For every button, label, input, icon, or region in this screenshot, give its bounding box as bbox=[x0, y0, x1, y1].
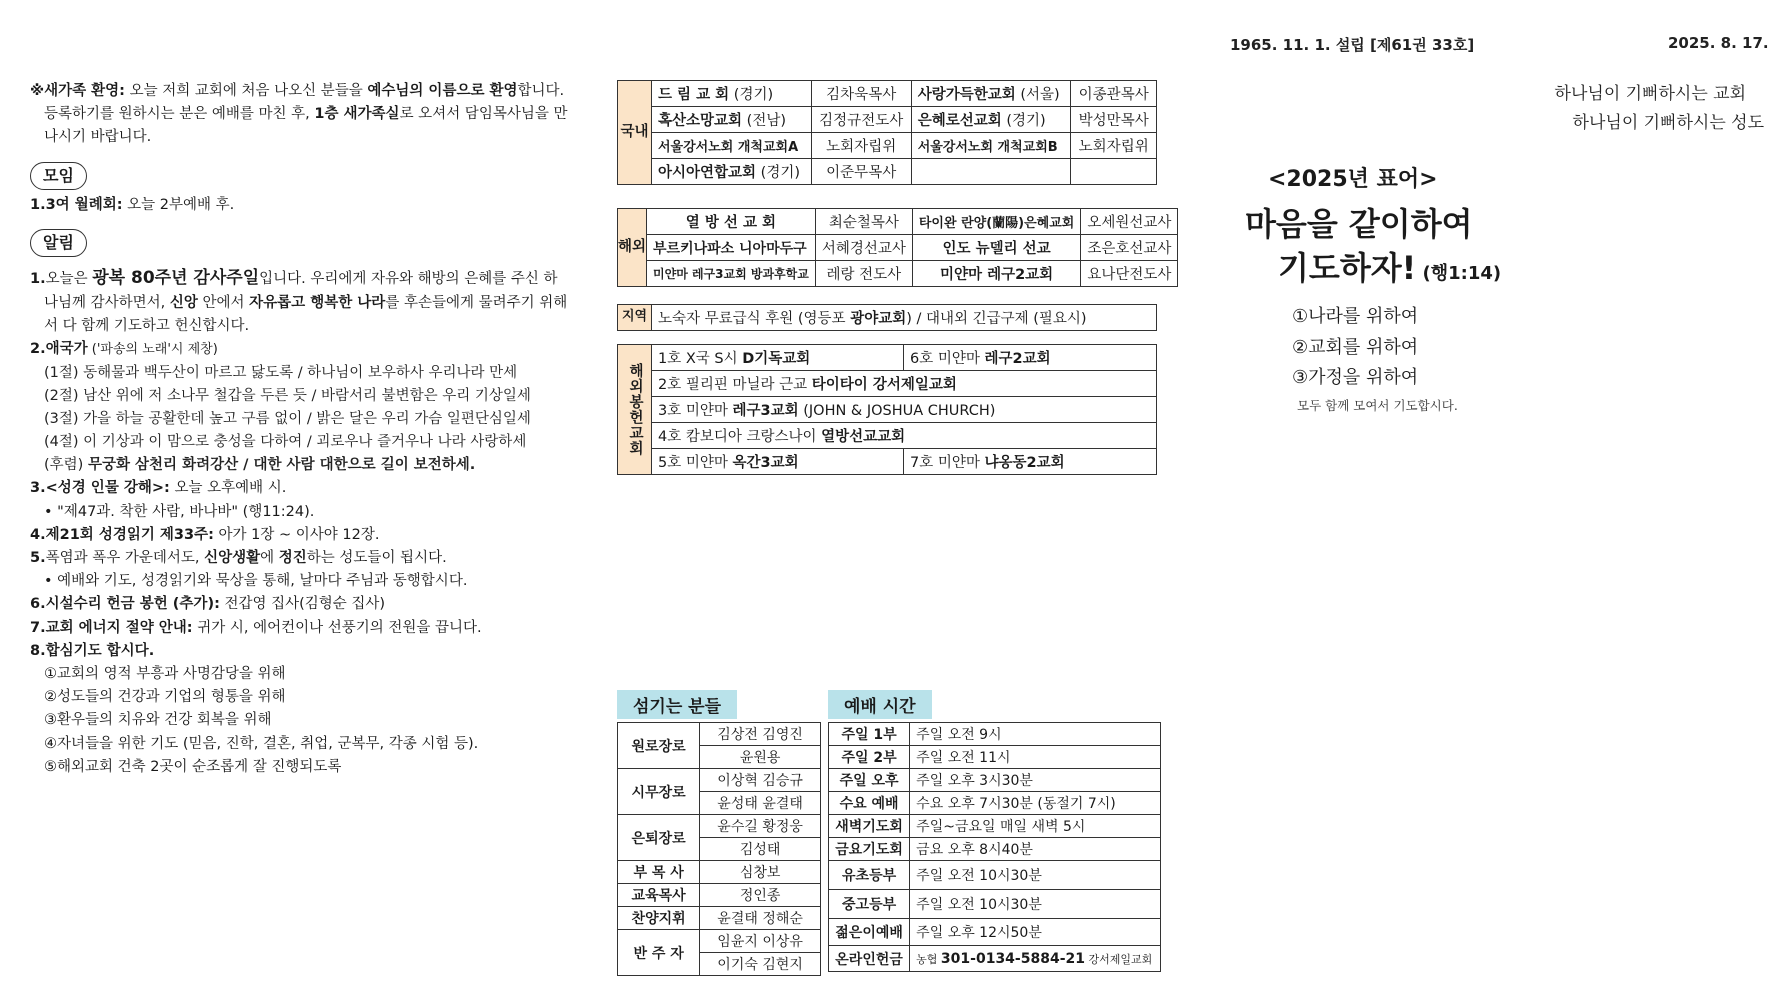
notice-8: 8.합심기도 합시다. bbox=[30, 642, 155, 659]
overseas-missions-table bbox=[617, 208, 1178, 287]
goal-item: ②교회를 위하여 bbox=[1292, 336, 1419, 358]
motto-note: 모두 함께 모여서 기도합시다. bbox=[1297, 398, 1458, 413]
anthem-verse: (3절) 가을 하늘 공활한데 높고 구름 없이 / 밝은 달은 우리 가슴 일편단심일세 bbox=[44, 410, 531, 427]
motto-line-2: 기도하자! (행1:14) bbox=[1278, 249, 1502, 287]
overseas-label: 해외 bbox=[618, 209, 647, 287]
notice-7: 7.교회 에너지 절약 안내: 귀가 시, 에어컨이나 선풍기의 전원을 끕니다. bbox=[30, 619, 482, 636]
notice-5: 5.폭염과 폭우 가운데서도, 신앙생활에 정진하는 성도들이 됩시다. bbox=[30, 550, 447, 566]
server-role: 은퇴장로 bbox=[618, 815, 700, 861]
service-time: 주일 오후 3시30분 bbox=[910, 769, 1161, 792]
mission-pastor: 요나단전도사 bbox=[1081, 261, 1178, 287]
mission-pastor: 이준무목사 bbox=[811, 159, 911, 185]
service-name: 유초등부 bbox=[829, 861, 910, 890]
dedicated-church: 6호 미얀마 레구2교회 bbox=[904, 345, 1157, 371]
server-names: 윤원용 bbox=[700, 746, 821, 769]
mission-pastor bbox=[1071, 159, 1157, 185]
service-name: 수요 예배 bbox=[829, 792, 910, 815]
mission-pastor: 김차욱목사 bbox=[811, 81, 911, 107]
prayer-item: ①교회의 영적 부흥과 사명감당을 위해 bbox=[44, 665, 286, 682]
server-names: 김상전 김영진 bbox=[700, 723, 821, 746]
server-role: 부 목 사 bbox=[618, 861, 700, 884]
mission-cell: 인도 뉴델리 선교 bbox=[912, 235, 1080, 261]
meeting-heading: 모임 bbox=[30, 162, 87, 190]
mission-cell: 서울강서노회 개척교회A bbox=[652, 133, 812, 159]
service-name: 주일 2부 bbox=[829, 746, 910, 769]
service-time: 주일 오전 9시 bbox=[910, 723, 1161, 746]
service-time: 주일 오전 10시30분 bbox=[910, 890, 1161, 919]
welcome-label: ※새가족 환영: bbox=[30, 83, 125, 99]
dedicated-church: 4호 캄보디아 크랑스나이 열방선교교회 bbox=[652, 423, 1157, 449]
domestic-missions-table bbox=[617, 80, 1157, 185]
dedicated-church: 7호 미얀마 냐옹동2교회 bbox=[904, 449, 1157, 475]
notice-5-detail: • 예배와 기도, 성경읽기와 묵상을 통해, 날마다 주님과 동행합시다. bbox=[44, 573, 468, 590]
server-names: 임윤지 이상유 bbox=[700, 930, 821, 953]
prayer-goals bbox=[1292, 302, 1418, 394]
prayer-item: ⑤해외교회 건축 2곳이 순조롭게 잘 진행되도록 bbox=[44, 758, 342, 775]
mission-cell: 아시아연합교회 (경기) bbox=[652, 159, 812, 185]
server-names: 이기숙 김현지 bbox=[700, 953, 821, 976]
slogan-line: 하나님이 기뻐하시는 성도 bbox=[1572, 112, 1764, 133]
mission-cell bbox=[911, 159, 1071, 185]
mission-cell: 드 림 교 회 (경기) bbox=[652, 81, 812, 107]
server-role: 반 주 자 bbox=[618, 930, 700, 976]
service-name: 금요기도회 bbox=[829, 838, 910, 861]
dedicated-church: 3호 미얀마 레구3교회 (JOHN & JOSHUA CHURCH) bbox=[652, 397, 1157, 423]
mission-pastor: 레랑 전도사 bbox=[815, 261, 912, 287]
mission-pastor: 최순철목사 bbox=[815, 209, 912, 235]
mission-pastor: 박성만목사 bbox=[1071, 107, 1157, 133]
anthem-verse: (1절) 동해물과 백두산이 마르고 닳도록 / 하나님이 보우하사 우리나라 만세 bbox=[44, 364, 518, 381]
goal-item: ①나라를 위하여 bbox=[1292, 306, 1419, 327]
mission-cell: 열 방 선 교 회 bbox=[647, 209, 816, 235]
prayer-item: ③환우들의 치유와 건강 회복을 위해 bbox=[44, 712, 272, 729]
slogan-line: 하나님이 기뻐하시는 교회 bbox=[1554, 84, 1746, 104]
dedicated-churches-table bbox=[617, 344, 1157, 475]
regional-support-table bbox=[617, 304, 1157, 331]
notice-3: 3.<성경 인물 강해>: 오늘 오후예배 시. bbox=[30, 480, 287, 497]
server-role: 찬양지휘 bbox=[618, 907, 700, 930]
announcements-column bbox=[30, 80, 570, 779]
notice-heading: 알림 bbox=[30, 229, 87, 257]
welcome-notice: ※새가족 환영: 오늘 저희 교회에 처음 나오신 분들을 예수님의 이름으로 환영합니다. 등록하기를 원하시는 분은 예배를 마친 후, 1층 새가족실로 오셔서 담임목사님을 만나시기 바랍니다. bbox=[30, 83, 568, 146]
notice-4: 4.제21회 성경읽기 제33주: 아가 1장 ~ 이사야 12장. bbox=[30, 526, 380, 543]
service-time: 금요 오후 8시40분 bbox=[910, 838, 1161, 861]
mission-cell: 혹산소망교회 (전남) bbox=[652, 107, 812, 133]
server-names: 이상혁 김승규 bbox=[700, 769, 821, 792]
mission-cell: 타이완 란양(蘭陽)은혜교회 bbox=[912, 209, 1080, 235]
mission-pastor: 서혜경선교사 bbox=[815, 235, 912, 261]
mission-pastor: 김정규전도사 bbox=[811, 107, 911, 133]
prayer-item: ②성도들의 건강과 기업의 형통을 위해 bbox=[44, 689, 286, 706]
mission-pastor: 이종관목사 bbox=[1071, 81, 1157, 107]
servers-table bbox=[617, 722, 821, 976]
year-motto-heading: <2025년 표어> bbox=[1268, 167, 1438, 192]
service-times-table bbox=[828, 722, 1161, 972]
founding-info: 1965. 11. 1. 설립 [제61권 33호] bbox=[1230, 36, 1475, 54]
server-names: 윤수길 황정웅 bbox=[700, 815, 821, 838]
dedicated-church: 2호 필리핀 마닐라 근교 타이타이 강서제일교회 bbox=[652, 371, 1157, 397]
server-names: 윤결태 정해순 bbox=[700, 907, 821, 930]
anthem-chorus: (후렴) 무궁화 삼천리 화려강산 / 대한 사람 대한으로 길이 보전하세. bbox=[44, 457, 476, 474]
mission-pastor: 오세원선교사 bbox=[1081, 209, 1178, 235]
service-time: 주일 오전 10시30분 bbox=[910, 861, 1161, 890]
domestic-label: 국내 bbox=[618, 81, 652, 185]
dedicated-church: 1호 X국 S시 D기독교회 bbox=[652, 345, 904, 371]
mission-cell: 미얀마 레구2교회 bbox=[912, 261, 1080, 287]
service-name: 주일 1부 bbox=[829, 723, 910, 746]
bulletin-date: 2025. 8. 17. bbox=[1668, 34, 1769, 52]
mission-pastor: 노회자립위 bbox=[1071, 133, 1157, 159]
mission-cell: 은혜로선교회 (경기) bbox=[911, 107, 1071, 133]
service-name: 새벽기도회 bbox=[829, 815, 910, 838]
server-names: 정인종 bbox=[700, 884, 821, 907]
online-offering-label: 온라인헌금 bbox=[829, 946, 910, 972]
meeting-item: 1.3여 월례회: 오늘 2부예배 후. bbox=[30, 196, 235, 213]
mission-cell: 미얀마 레구3교회 방과후학교 bbox=[647, 261, 816, 287]
prayer-item: ④자녀들을 위한 기도 (믿음, 진학, 결혼, 취업, 군복무, 각종 시험 등). bbox=[44, 735, 479, 752]
servers-heading: 섬기는 분들 bbox=[617, 690, 737, 719]
goal-item: ③가정을 위하여 bbox=[1292, 367, 1419, 389]
mission-cell: 사랑가득한교회 (서울) bbox=[911, 81, 1071, 107]
church-slogan bbox=[1404, 80, 1764, 138]
notice-1: 1.오늘은 광복 80주년 감사주일입니다. 우리에게 자유와 해방의 은혜를 주신 하나님께 감사하면서, 신앙 안에서 자유롭고 행복한 나라를 후손들에게 물려주기 위해서 다 함께 기도하고 헌신합시다. bbox=[30, 267, 568, 335]
service-time: 주일 오전 11시 bbox=[910, 746, 1161, 769]
server-role: 원로장로 bbox=[618, 723, 700, 769]
mission-cell: 부르키나파소 니아마두구 bbox=[647, 235, 816, 261]
services-heading: 예배 시간 bbox=[828, 690, 932, 719]
motto-line-1: 마음을 같이하여 bbox=[1245, 205, 1473, 243]
server-role: 시무장로 bbox=[618, 769, 700, 815]
regional-text: 노숙자 무료급식 후원 (영등포 광야교회) / 대내외 긴급구제 (필요시) bbox=[652, 305, 1157, 331]
anthem-verse: (4절) 이 기상과 이 맘으로 충성을 다하여 / 괴로우나 즐거우나 나라 사랑하세 bbox=[44, 434, 527, 451]
server-role: 교육목사 bbox=[618, 884, 700, 907]
online-offering-account: 농협 301-0134-5884-21 강서제일교회 bbox=[910, 946, 1161, 972]
notice-6: 6.시설수리 헌금 봉헌 (추가): 전갑영 집사(김형순 집사) bbox=[30, 596, 386, 613]
server-names: 김성태 bbox=[700, 838, 821, 861]
server-names: 심창보 bbox=[700, 861, 821, 884]
service-name: 중고등부 bbox=[829, 890, 910, 919]
notice-2: 2.애국가 ('파송의 노래'시 제창) bbox=[30, 341, 218, 358]
dedicated-church: 5호 미얀마 옥간3교회 bbox=[652, 449, 904, 475]
service-time: 주일 오후 12시50분 bbox=[910, 919, 1161, 946]
service-time: 수요 오후 7시30분 (동절기 7시) bbox=[910, 792, 1161, 815]
server-names: 윤성태 윤결태 bbox=[700, 792, 821, 815]
mission-cell: 서울강서노회 개척교회B bbox=[911, 133, 1071, 159]
service-name: 젊은이예배 bbox=[829, 919, 910, 946]
notice-3-detail: • "제47과. 착한 사람, 바나바" (행11:24). bbox=[44, 503, 315, 520]
regional-label: 지역 bbox=[618, 305, 652, 331]
anthem-verse: (2절) 남산 위에 저 소나무 철갑을 두른 듯 / 바람서리 불변함은 우리 기상일세 bbox=[44, 387, 531, 404]
mission-pastor: 노회자립위 bbox=[811, 133, 911, 159]
service-name: 주일 오후 bbox=[829, 769, 910, 792]
mission-pastor: 조은호선교사 bbox=[1081, 235, 1178, 261]
dedicated-label: 해외봉헌교회 bbox=[618, 345, 652, 475]
service-time: 주일~금요일 매일 새벽 5시 bbox=[910, 815, 1161, 838]
